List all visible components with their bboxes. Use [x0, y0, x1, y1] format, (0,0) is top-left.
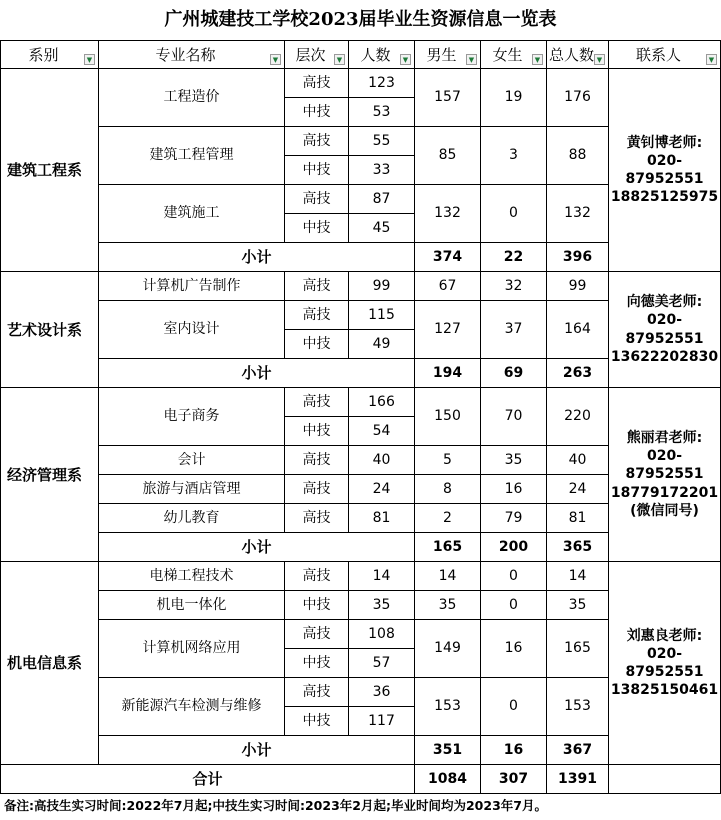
contact-line: (微信同号)	[630, 502, 699, 519]
male-cell[interactable]: 157	[415, 69, 481, 127]
count-cell[interactable]: 81	[349, 504, 415, 533]
count-cell[interactable]: 14	[349, 562, 415, 591]
grand-total-male[interactable]: 1084	[415, 765, 481, 794]
contact-line: 18779172201	[610, 484, 719, 501]
header-dept[interactable]	[1, 41, 99, 69]
subtotal-label[interactable]: 小计	[99, 736, 415, 765]
dept-cell[interactable]: 机电信息系	[1, 562, 99, 765]
grand-total-row	[1, 765, 721, 794]
male-cell[interactable]: 2	[415, 504, 481, 533]
dept-cell[interactable]: 艺术设计系	[1, 272, 99, 388]
level-cell[interactable]: 高技	[285, 475, 349, 504]
total-cell[interactable]: 220	[547, 388, 609, 446]
contact-line: 向德美老师:	[626, 294, 703, 311]
count-cell[interactable]: 49	[349, 330, 415, 359]
contact-line: 13622202830	[610, 348, 719, 365]
subtotal-female[interactable]: 69	[481, 359, 547, 388]
header-label: 联系人	[635, 45, 681, 64]
subtotal-label[interactable]: 小计	[99, 533, 415, 562]
header-female[interactable]	[481, 41, 547, 69]
table-body	[1, 41, 721, 794]
level-cell[interactable]: 高技	[285, 620, 349, 649]
major-cell[interactable]: 计算机网络应用	[99, 620, 285, 678]
grand-total-female[interactable]: 307	[481, 765, 547, 794]
grand-total-total[interactable]: 1391	[547, 765, 609, 794]
header-label: 系别	[28, 45, 59, 64]
subtotal-male[interactable]: 351	[415, 736, 481, 765]
count-cell[interactable]: 108	[349, 620, 415, 649]
count-cell[interactable]: 115	[349, 301, 415, 330]
female-cell[interactable]: 0	[481, 678, 547, 736]
contact-line: 18825125975	[610, 189, 719, 206]
table-row	[1, 388, 721, 417]
major-cell[interactable]: 计算机广告制作	[99, 272, 285, 301]
header-row	[1, 41, 721, 69]
filter-dropdown-icon[interactable]: ▼	[270, 54, 281, 65]
level-cell[interactable]: 高技	[285, 678, 349, 707]
level-cell[interactable]: 中技	[285, 707, 349, 736]
contact-cell[interactable]	[609, 272, 721, 388]
major-cell[interactable]: 工程造价	[99, 69, 285, 127]
header-label: 层次	[295, 45, 326, 64]
level-cell[interactable]: 高技	[285, 301, 349, 330]
contact-line: 020-	[646, 448, 683, 465]
header-major[interactable]	[99, 41, 285, 69]
count-cell[interactable]: 87	[349, 185, 415, 214]
grand-total-label[interactable]: 合计	[1, 765, 415, 794]
filter-dropdown-icon[interactable]: ▼	[594, 54, 605, 65]
major-cell[interactable]: 会计	[99, 446, 285, 475]
count-cell[interactable]: 99	[349, 272, 415, 301]
level-cell[interactable]: 中技	[285, 214, 349, 243]
major-cell[interactable]: 电梯工程技术	[99, 562, 285, 591]
count-cell[interactable]: 166	[349, 388, 415, 417]
level-cell[interactable]: 中技	[285, 649, 349, 678]
header-label: 女生	[492, 45, 523, 64]
contact-line: 87952551	[625, 664, 704, 680]
filter-dropdown-icon[interactable]: ▼	[84, 54, 95, 65]
major-cell[interactable]: 幼儿教育	[99, 504, 285, 533]
total-cell[interactable]: 164	[547, 301, 609, 359]
male-cell[interactable]: 132	[415, 185, 481, 243]
total-cell[interactable]: 88	[547, 127, 609, 185]
major-cell[interactable]: 机电一体化	[99, 591, 285, 620]
dept-cell[interactable]: 经济管理系	[1, 388, 99, 562]
female-cell[interactable]: 0	[481, 562, 547, 591]
subtotal-total[interactable]: 365	[547, 533, 609, 562]
contact-cell[interactable]	[609, 69, 721, 272]
level-cell[interactable]: 高技	[285, 562, 349, 591]
subtotal-label[interactable]: 小计	[99, 243, 415, 272]
subtotal-female[interactable]: 200	[481, 533, 547, 562]
filter-dropdown-icon[interactable]: ▼	[400, 54, 411, 65]
count-cell[interactable]: 57	[349, 649, 415, 678]
female-cell[interactable]: 3	[481, 127, 547, 185]
female-cell[interactable]: 70	[481, 388, 547, 446]
major-cell[interactable]: 新能源汽车检测与维修	[99, 678, 285, 736]
level-cell[interactable]: 中技	[285, 156, 349, 185]
contact-line: 020-	[646, 152, 683, 169]
subtotal-male[interactable]: 165	[415, 533, 481, 562]
count-cell[interactable]: 54	[349, 417, 415, 446]
male-cell[interactable]: 67	[415, 272, 481, 301]
grand-total-empty	[609, 765, 721, 794]
total-cell[interactable]: 81	[547, 504, 609, 533]
contact-line: 刘惠良老师:	[626, 627, 703, 644]
contact-line: 熊丽君老师:	[626, 430, 703, 447]
total-cell[interactable]: 99	[547, 272, 609, 301]
header-count[interactable]	[349, 41, 415, 69]
header-label: 人数	[360, 45, 391, 64]
level-cell[interactable]: 高技	[285, 504, 349, 533]
major-cell[interactable]: 室内设计	[99, 301, 285, 359]
header-total[interactable]	[547, 41, 609, 69]
dept-cell[interactable]: 建筑工程系	[1, 69, 99, 272]
total-cell[interactable]: 24	[547, 475, 609, 504]
subtotal-total[interactable]: 367	[547, 736, 609, 765]
male-cell[interactable]: 35	[415, 591, 481, 620]
major-cell[interactable]: 建筑工程管理	[99, 127, 285, 185]
major-cell[interactable]: 电子商务	[99, 388, 285, 446]
total-cell[interactable]: 153	[547, 678, 609, 736]
total-cell[interactable]: 132	[547, 185, 609, 243]
level-cell[interactable]: 高技	[285, 185, 349, 214]
count-cell[interactable]: 36	[349, 678, 415, 707]
header-label: 总人数	[548, 45, 594, 64]
female-cell[interactable]: 32	[481, 272, 547, 301]
header-contact[interactable]	[609, 41, 721, 69]
total-cell[interactable]: 40	[547, 446, 609, 475]
total-cell[interactable]: 35	[547, 591, 609, 620]
male-cell[interactable]: 8	[415, 475, 481, 504]
count-cell[interactable]: 33	[349, 156, 415, 185]
count-cell[interactable]: 117	[349, 707, 415, 736]
total-cell[interactable]: 14	[547, 562, 609, 591]
level-cell[interactable]: 高技	[285, 127, 349, 156]
female-cell[interactable]: 0	[481, 185, 547, 243]
contact-line: 87952551	[625, 466, 704, 483]
level-cell[interactable]: 高技	[285, 388, 349, 417]
level-cell[interactable]: 中技	[285, 417, 349, 446]
count-cell[interactable]: 55	[349, 127, 415, 156]
contact-line: 黄钊博老师:	[626, 134, 703, 151]
page-title: 广州城建技工学校2023届毕业生资源信息一览表	[164, 9, 557, 30]
female-cell[interactable]: 16	[481, 475, 547, 504]
total-cell[interactable]: 176	[547, 69, 609, 127]
level-cell[interactable]: 高技	[285, 446, 349, 475]
contact-line: 87952551	[625, 330, 704, 347]
subtotal-male[interactable]: 374	[415, 243, 481, 272]
male-cell[interactable]: 150	[415, 388, 481, 446]
level-cell[interactable]: 高技	[285, 69, 349, 98]
level-cell[interactable]: 高技	[285, 272, 349, 301]
female-cell[interactable]: 37	[481, 301, 547, 359]
contact-line: 87952551	[625, 171, 704, 187]
total-cell[interactable]: 165	[547, 620, 609, 678]
count-cell[interactable]: 123	[349, 69, 415, 98]
header-male[interactable]	[415, 41, 481, 69]
male-cell[interactable]: 149	[415, 620, 481, 678]
count-cell[interactable]: 53	[349, 98, 415, 127]
count-cell[interactable]: 24	[349, 475, 415, 504]
filter-dropdown-icon[interactable]: ▼	[532, 54, 543, 65]
contact-line: 020-	[646, 312, 683, 329]
filter-dropdown-icon[interactable]: ▼	[706, 54, 717, 65]
table-row	[1, 69, 721, 98]
contact-cell[interactable]	[609, 562, 721, 765]
table-row	[1, 272, 721, 301]
count-cell[interactable]: 40	[349, 446, 415, 475]
female-cell[interactable]: 35	[481, 446, 547, 475]
subtotal-female[interactable]: 22	[481, 243, 547, 272]
male-cell[interactable]: 153	[415, 678, 481, 736]
male-cell[interactable]: 5	[415, 446, 481, 475]
table-row	[1, 562, 721, 591]
count-cell[interactable]: 45	[349, 214, 415, 243]
level-cell[interactable]: 中技	[285, 330, 349, 359]
male-cell[interactable]: 127	[415, 301, 481, 359]
subtotal-male[interactable]: 194	[415, 359, 481, 388]
subtotal-label[interactable]: 小计	[99, 359, 415, 388]
filter-dropdown-icon[interactable]: ▼	[334, 54, 345, 65]
subtotal-total[interactable]: 396	[547, 243, 609, 272]
male-cell[interactable]: 85	[415, 127, 481, 185]
contact-cell[interactable]	[609, 388, 721, 562]
count-cell[interactable]: 35	[349, 591, 415, 620]
female-cell[interactable]: 19	[481, 69, 547, 127]
male-cell[interactable]: 14	[415, 562, 481, 591]
graduate-info-table	[0, 40, 721, 794]
female-cell[interactable]: 79	[481, 504, 547, 533]
level-cell[interactable]: 中技	[285, 98, 349, 127]
subtotal-female[interactable]: 16	[481, 736, 547, 765]
female-cell[interactable]: 0	[481, 591, 547, 620]
level-cell[interactable]: 中技	[285, 591, 349, 620]
header-label: 男生	[426, 45, 457, 64]
female-cell[interactable]: 16	[481, 620, 547, 678]
major-cell[interactable]: 建筑施工	[99, 185, 285, 243]
header-level[interactable]	[285, 41, 349, 69]
filter-dropdown-icon[interactable]: ▼	[466, 54, 477, 65]
subtotal-total[interactable]: 263	[547, 359, 609, 388]
contact-line: 020-	[646, 645, 683, 662]
footnote: 备注:高技生实习时间:2022年7月起;中技生实习时间:2023年2月起;毕业时间均为2023年7月。	[4, 798, 547, 813]
contact-line: 13825150461	[610, 682, 719, 699]
major-cell[interactable]: 旅游与酒店管理	[99, 475, 285, 504]
header-label: 专业名称	[155, 45, 216, 64]
